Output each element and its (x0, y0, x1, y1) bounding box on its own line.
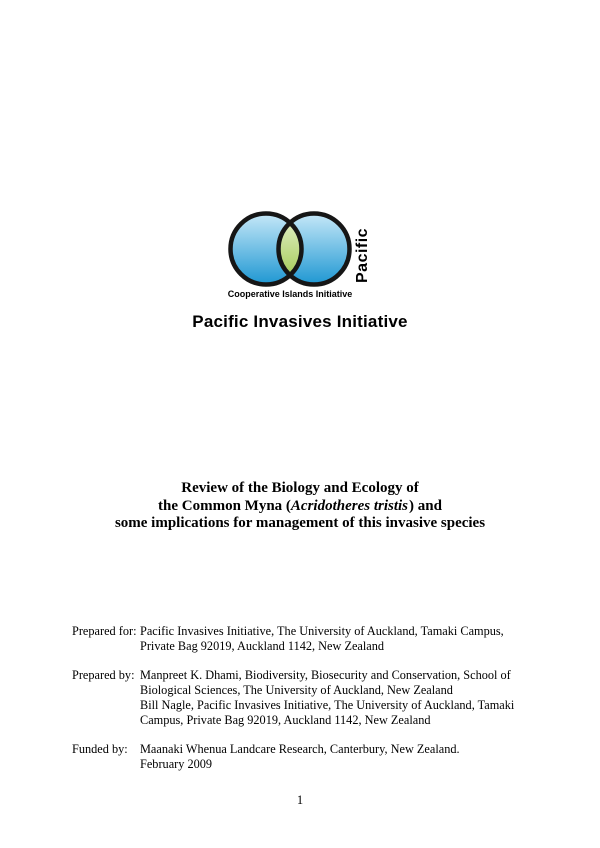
report-title-line-2: the Common Myna (Acridotheres tristis) and (158, 497, 442, 514)
prepared-for-row (72, 624, 542, 654)
report-title-line-1: Review of the Biology and Ecology of (181, 480, 419, 496)
logo-subtitle: Cooperative Islands Initiative (227, 289, 353, 299)
prepared-by-row (72, 668, 542, 728)
funded-by-line: February 2009 (140, 757, 213, 771)
prepared-for-line: Pacific Invasives Initiative, The University of Auckland, Tamaki Campus, (140, 624, 504, 638)
prepared-by-line: Bill Nagle, Pacific Invasives Initiative, The University of Auckland, Tamaki (140, 698, 515, 712)
prepared-by-line: Biological Sciences, The University of Auckland, New Zealand (140, 683, 453, 697)
prepared-by-label: Prepared by: (72, 668, 135, 682)
report-title (0, 480, 600, 533)
prepared-by-line: Campus, Private Bag 92019, Auckland 1142, New Zealand (140, 713, 431, 727)
credits-section (72, 624, 542, 772)
prepared-for-label: Prepared for: (72, 624, 137, 638)
organisation-name: Pacific Invasives Initiative (192, 312, 408, 331)
funded-by-row (72, 742, 542, 772)
page-number: 1 (296, 793, 304, 807)
funded-by-line: Maanaki Whenua Landcare Research, Canterbury, New Zealand. (140, 742, 460, 756)
logo-pacific-vertical-label: Pacific (354, 227, 371, 283)
prepared-for-line: Private Bag 92019, Auckland 1142, New Zealand (140, 639, 385, 653)
species-latin-name: Acridotheres tristis (290, 497, 409, 514)
report-title-line-3: some implications for management of this invasive species (114, 515, 486, 531)
funded-by-label: Funded by: (72, 742, 128, 756)
pii-venn-logo-icon (228, 209, 352, 289)
prepared-by-line: Manpreet K. Dhami, Biodiversity, Biosecurity and Conservation, School of (140, 668, 511, 682)
